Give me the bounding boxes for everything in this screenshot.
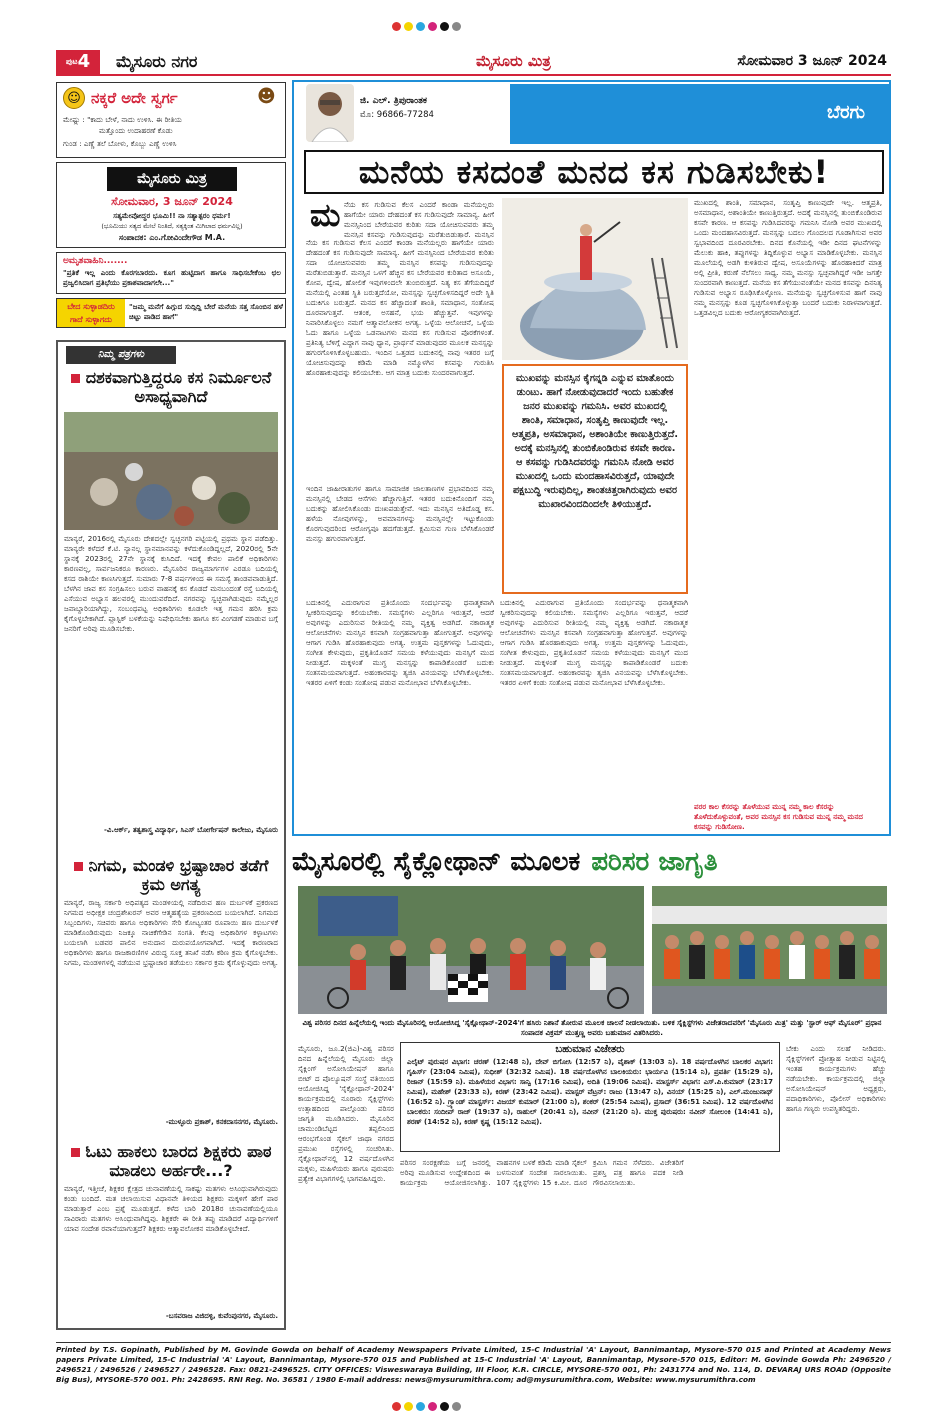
author-photo bbox=[306, 84, 354, 142]
letters-label: ನಿಮ್ಮ ಪತ್ರಗಳು bbox=[66, 346, 176, 364]
registration-dot bbox=[428, 1402, 437, 1411]
proverb-label-b: ಗಾದೆ ಸುಳ್ಳಾಗದು bbox=[70, 315, 112, 324]
letter2-signature: -ಮುಳ್ಳೂರು ಪ್ರಕಾಶ್, ಕನಕದಾಸನಗರ, ಮೈಸೂರು. bbox=[165, 1118, 278, 1126]
letter1-body: ಮಾನ್ಯರೆ, 2016ರಲ್ಲಿ ಮೈಸೂರು ದೇಶದಲ್ಲೇ ಸ್ವಚ್ಛನಗರಿ ಪಟ್ಟಿಯಲ್ಲಿ ಪ್ರಥಮ ಸ್ಥಾನ ಪಡೆದಿತ್ತು. ಮಾನ್ಯರೇ ಕಳೆದರೆ ಕೆ.ಟಿ. ನ್ಯಾನಲ್ಲ ಸ್ಥಾನಮಾನವನ್ನು ಕಳೆದುಕೊಂಡಿದ್ದಲ್ಲದೆ, 2020ರಲ್ಲಿ 5ನೇ ಸ್ಥಾನಕ್ಕೆ 2023ರಲ್ಲಿ 27ನೇ ಸ್ಥಾನಕ್ಕೆ ಕುಸಿದಿದೆ. ಇದಕ್ಕೆ ಕೇವಲ ಪಾಲಿಕೆ ಅಧಿಕಾರಿಗಳು ಕಾರಣವಲ್ಲ, ಸಾರ್ವಜನಿಕರೂ ಕಾರಣರು. ಮೈಸೂರಿನ ರಾಜ್ಯಮಾರ್ಗಗಳ ಎರಡೂ ಬದಿಯಲ್ಲಿ ಕಸದ ರಾಶಿಯೇ ಕಾಣಸಿಗುತ್ತದೆ. ಸುಮಾರು 7-8 ವರ್ಷಗಳಿಂದ ಈ ಸಮಸ್ಯೆ ತಾಂಡವವಾಡುತ್ತಿದೆ. ಬೆಳಗಿನ ಜಾವ ಕಸ ಸಂಗ್ರಹಿಸಲು ಬರುವ ವಾಹನಕ್ಕೆ ಕಸ ಕೊಡದೆ ಮನಬಂದಂತೆ ರಸ್ತೆ ಬದಿಯಲ್ಲಿ ಎಸೆಯುವ ಅಭ್ಯಾಸ ಹಲವರಲ್ಲಿ ಮುಂದುವರೆದಿದೆ. ನಗರವನ್ನು ಸ್ವಚ್ಛವಾಗಿಡುವುದು ನಮ್ಮೆಲ್ಲರ ಜವಾಬ್ದಾರಿಯಾಗಿದ್ದು, ಸಂಬಂಧಪಟ್ಟ ಅಧಿಕಾರಿಗಳು ಕೂಡಲೇ ಇತ್ತ ಗಮನ ಹರಿಸಿ ಕ್ರಮ ಕೈಗೊಳ್ಳಬೇಕಾಗಿದೆ. ಪ್ಲಾಸ್ಟಿಕ್ ಬಳಕೆಯನ್ನು ನಿಷೇಧಿಸಬೇಕು ಹಾಗೂ ಕಸ ವಿಂಗಡಣೆ ಮಾಡುವ ಬಗ್ಗೆ ಜನರಿಗೆ ಅರಿವು ಮೂಡಿಸಬೇಕು. bbox=[64, 534, 278, 633]
cyclothon-headline-a: ಮೈಸೂರಲ್ಲಿ ಸೈಕ್ಲೋಥಾನ್ ಮೂಲಕ bbox=[292, 847, 581, 877]
winners-text: ಎಲೈಟ್ ಪುರುಷರ ವಿಭಾಗ: ಚರಣ್ (12:48 ನಿ), ದೇವ್ ಬಿಗೋಸಿ (12:57 ನಿ), ವೈಶಾಕ್ (13:03 ನಿ). 18 ವರ್ಷದೊಳಗಿನ ಬಾಲಕರ ವಿಭಾಗ: ಗೃಹಿರ್ಸ್ (23:04 ನಿಮಿಷ), ಸುಧೀಶ್ (32:32 ನಿಮಿಷ). 18 ವರ್ಷದೊಳಗಿನ ಬಾಲಕಿಯರು: ಭಾರ್ಯವಿ (15:14 ನಿ), ಪ್ರವರ್ತಿ (15:29 ನಿ), ರಿಜಾನ್ (15:59 ನಿ). ಮಹಿಳೆಯರ ವಿಭಾಗ: ಸಾನ್ವಿ (17:16 ನಿಮಿಷ), ಅದಿತಿ (19:06 ನಿಮಿಷ). ಮಾಸ್ಟರ್ಸ್ ವಿಭಾಗ: ಎಸ್.ಪಿ.ಕುಮಾರ್ (23:17 ನಿಮಿಷ), ಮಹೇಶ್ (23:33 ನಿ), ಕಿರಣ್ (23:42 ನಿಮಿಷ). ಮಾಸ್ಟರ್ ವೆಟ್ರನ್: ರಾಜು (13:47 ನಿ), ವಿನಯ್ (15:25 ನಿ), ಎಲ್.ಮಂಜುನಾಥ್ (16:52 ನಿ). ಗ್ರ್ಯಾಂಡ್ ಮಾಸ್ಟರ್ಸ್: ವಿಜಯ್ ಕುಮಾರ್ (21:00 ನಿ), ಶಂಕರ್ (25:54 ನಿಮಿಷ), ಪ್ರಸಾದ್ (36:51 ನಿಮಿಷ). 12 ವರ್ಷದೊಳಗಿನ ಬಾಲಕರು: ಸಂದೀಪ್ ರಾಜ್ (19:37 ನಿ), ರಾಹುಲ್ (20:41 ನಿ), ನವೀನ್ (21:20 ನಿ). ಮುಕ್ತ ಪುರುಷರು: ನವೀನ್ ಸೋಲಂಕಿ (14:41 ನಿ), ಶರಣ್ (14:52 ನಿ), ಕಿರಣ್ ಕೃಷ್ಣ (15:12 ನಿಮಿಷ). bbox=[407, 1058, 773, 1126]
column-series-name: ಬೆರಗು bbox=[827, 102, 865, 123]
section-name: ಮೈಸೂರು ನಗರ bbox=[116, 52, 198, 71]
registration-dot bbox=[452, 22, 461, 31]
bullet-icon bbox=[71, 1148, 80, 1157]
left-column bbox=[56, 82, 286, 1332]
amrita-box bbox=[56, 252, 286, 294]
imprint-footer: Printed by T.S. Gopinath, Published by M. Govinde Gowda on behalf of Academy Newspapers Private Limited, 15-C Industrial 'A' Layout, Bannimantap, Mysore-570 015 and Printed at Academy News papers Private Limited, 15-C Industrial 'A' Layout, Bannimantap, Mysore-570 015 and Published at 15-C Industrial 'A' Layout, Bannimantap, Mysore-570 015, Editor: M. Govinde Gowda Ph: 2496520 / 2496521 / 2496526 / 2496527 / 2496528. Fax: 0821-2496525. CITY OFFICES: Visweswaraya Building, III Floor, K.R. CIRCLE, MYSORE-570 001, Ph: 2431774 and No. 114, D. DEVARAJ URS ROAD (Opposite Big Bus), MYSORE-570 001. Ph: 2428695. RNI Reg. No. 36581 / 1980 E-mail address: news@mysurumithra.com; ad@mysurumithra.com, Website: www.mysurumithra.com bbox=[56, 1342, 891, 1385]
letter1-signature: -ವಿ.ಆರ್ಕ್‌, ತತ್ವಶಾಸ್ತ್ರ ವಿದ್ಯಾರ್ಥಿ, ಸಿಎಸ್ ಬೋರ್ಗೇಷನ್ ಕಾಲೇಜು, ಮೈಸೂರು bbox=[104, 826, 278, 834]
letter3-title: ಓಟು ಹಾಕಲು ಬಾರದ ಶಿಕ್ಷಕರು ಪಾಠ ಮಾಡಲು ಅರ್ಹರೇ...? bbox=[64, 1142, 278, 1180]
cyclothon-photo-1 bbox=[298, 886, 644, 1014]
laugh-line: ಮೇಷ್ಟ್ರು : "ಕಾದು ಬೇಳೆ, ನಾದು ಉಳಿಸಿ. ಈ ರೀತಿಯ bbox=[63, 115, 183, 124]
registration-dot bbox=[392, 22, 401, 31]
cyclothon-photo-2 bbox=[652, 886, 887, 1014]
cyclothon-text-2: ಪರಿಸರ ಸಂರಕ್ಷಣೆಯ ಬಗ್ಗೆ ಜನರಲ್ಲಿ ಅರಿವು ಮೂಡಿಸುವ ಉದ್ದೇಶದಿಂದ ಈ ಕಾರ್ಯಕ್ರಮ ಆಯೋಜಿಸಲಾಗಿತ್ತು. ವಾಹನಗಳ ಬಳಕೆ ಕಡಿಮೆ ಮಾಡಿ ಸೈಕಲ್ ಬಳಸುವಂತೆ ಸಂದೇಶ ಸಾರಲಾಯಿತು. 107 ಸೈಕ್ಲಿಸ್ಟ್‌ಗಳು 15 ಕಿ.ಮೀ. ದೂರ ಕ್ರಮಿಸಿ ಗಮನ ಸೆಳೆದರು. ವಿಜೇತರಿಗೆ ಪ್ರಶಸ್ತಿ ಪತ್ರ ಹಾಗೂ ಪದಕ ನೀಡಿ ಗೌರವಿಸಲಾಯಿತು. bbox=[400, 1158, 684, 1187]
registration-dot bbox=[404, 1402, 413, 1411]
author-portrait-icon bbox=[306, 84, 354, 142]
column-series bbox=[510, 84, 889, 144]
registration-dot bbox=[452, 1402, 461, 1411]
laugh-line: ಗುಂಡ : ಎಣ್ಣೆ ತಲೆ ಬೋಳು, ಕೊಬ್ಬು ಎಣ್ಣೆ ಉಳಿಸಿ bbox=[63, 139, 177, 148]
page-date: ಸೋಮವಾರ 3 ಜೂನ್ 2024 bbox=[737, 53, 887, 69]
letter2-body: ಮಾನ್ಯರೆ, ರಾಜ್ಯ ಸರ್ಕಾರಿ ಅಧಿಪತ್ಯದ ಮಂಡಳಿಯಲ್ಲಿ ನಡೆದಿರುವ ಹಣ ದುರ್ಬಳಕೆ ಪ್ರಕರಣದ ನಿಗಮದ ಅಧೀಕ್ಷಕ ಚಂದ್ರಶೇಖರನ್ ಅವರ ಆತ್ಮಹತ್ಯೆಯ ಪ್ರಕರಣದಿಂದ ಬಯಲಾಗಿದೆ. ನಿಗಮದ ಸಿಬ್ಬಂದಿಗಳು, ಸಚಿವರು ಹಾಗೂ ಅಧಿಕಾರಿಗಳು ಸೇರಿ ಕೋಟ್ಯಂತರ ರೂಪಾಯಿ ಹಣ ದುರ್ಬಳಕೆ ಮಾಡಿಕೊಂಡಿರುವುದು ನಿಜಕ್ಕೂ ನಾಚಿಕೆಗೇಡಿನ ಸಂಗತಿ. ಕೆಲವು ಅಧಿಕಾರಿಗಳ ಕಳ್ಳಾಟಗಳು ಬಯಲಾಗಿ ಬಡವರ ಪಾಲಿನ ಅನುದಾನ ದುರುಪಯೋಗವಾಗಿದೆ. ಇದಕ್ಕೆ ಕಾರಣರಾದ ಅಧಿಕಾರಿಗಳು ಹಾಗೂ ರಾಜಕಾರಣಿಗಳ ವಿರುದ್ಧ ಸೂಕ್ತ ತನಿಖೆ ನಡೆಸಿ ಕಠಿಣ ಕ್ರಮ ಕೈಗೊಳ್ಳಬೇಕು. ನಿಗಮ, ಮಂಡಳಿಗಳಲ್ಲಿ ನಡೆಯುವ ಭ್ರಷ್ಟಾಚಾರ ತಡೆಯಲು ಸರ್ಕಾರ ಕ್ರಮ ಕೈಗೊಳ್ಳುವುದು ಅಗತ್ಯ. bbox=[64, 898, 278, 967]
page-header bbox=[56, 50, 891, 76]
masthead-small: ಮೈಸೂರು ಮಿತ್ರ bbox=[476, 52, 551, 70]
registration-dot bbox=[392, 1402, 401, 1411]
column-text-1b: ನೆಯ ಕಸ ಗುಡಿಸುವ ಕೆಲಸ ಎಂದರೆ ಕಾಂಡಾ ಮನೆಯಲ್ಲರು ಹಾಗೆಯೇ ಯಾರು ದೇಹದಂತೆ ಕಸ ಗುಡಿಸುವುದೇ ಸಾಮಾನ್ಯ. ಹೀಗೆ ಮನಸ್ಸಿನಿಂದ ಬೇರೆಯವರ ಕುರಿತು ಸದಾ ಯೋಚಿಸುವವರು ತಮ್ಮ ಮನಸ್ಸಿನ ಕಸವನ್ನು ಗುಡಿಸುವುದನ್ನು ಮರೆತುಬಿಡುತ್ತಾರೆ. ಮನಸ್ಸಿನ ಒಳಗೆ ಹೆಚ್ಚಿನ ಕಸ ಬೇರೆಯವರ ಕುರಿತಾದ ಅಸೂಯೆ, ಕೋಪ, ದ್ವೇಷ, ಹೋಲಿಕೆ ಇವುಗಳಿಂದಲೇ ತುಂಬಿರುತ್ತದೆ. ನಿತ್ಯ ಕಸ ತೆಗೆಯದಿದ್ದರೆ ಮನೆಯಲ್ಲಿ ಎಂತಹ ಸ್ಥಿತಿ ಬರುತ್ತದೆಯೋ, ಮನಸ್ಸನ್ನು ಸ್ವಚ್ಛಗೊಳಿಸದಿದ್ದರೆ ಅದೇ ಸ್ಥಿತಿ ಬದುಕಿಗೂ ಬರುತ್ತದೆ. ಮನದ ಕಸ ಹೆಚ್ಚಾದಂತೆ ಶಾಂತಿ, ಸಮಾಧಾನ, ಸಂತೋಷ ದೂರವಾಗುತ್ತವೆ. ಆತಂಕ, ಅಸಹನೆ, ಭಯ ಹೆಚ್ಚುತ್ತವೆ. ಇವುಗಳನ್ನು ನಿವಾರಿಸಿಕೊಳ್ಳಲು ನಮಗೆ ಆತ್ಮಾವಲೋಕನ ಅಗತ್ಯ. ಒಳ್ಳೆಯ ಆಲೋಚನೆ, ಒಳ್ಳೆಯ ಓದು ಹಾಗೂ ಒಳ್ಳೆಯ ಒಡನಾಟಗಳು ಮನದ ಕಸ ಗುಡಿಸುವ ಪೊರಕೆಗಳಂತೆ. ಪ್ರತಿನಿತ್ಯ ಬೆಳಿಗ್ಗೆ ಎದ್ದಾಗ ನಾವು ಧ್ಯಾನ, ಪ್ರಾರ್ಥನೆ ಮಾಡುವುದರ ಮೂಲಕ ಮನಸ್ಸನ್ನು ಹಗುರಗೊಳಿಸಿಕೊಳ್ಳಬಹುದು. ಇಂದಿನ ಒತ್ತಡದ ಬದುಕಿನಲ್ಲಿ ನಾವು ಇತರರ ಬಗ್ಗೆ ಯೋಚಿಸುವುದನ್ನು ಕಡಿಮೆ ಮಾಡಿ ನಮ್ಮೊಳಗಿನ ಕಸವನ್ನು ಗುರುತಿಸಿ ಹೊರಹಾಕುವುದನ್ನು ಕಲಿಯಬೇಕು. ಆಗ ಮಾತ್ರ ಬದುಕು ಸುಂದರವಾಗುತ್ತದೆ. bbox=[306, 238, 494, 377]
column-text-2b: ಬದುಕಿನಲ್ಲಿ ಎದುರಾಗುವ ಪ್ರತಿಯೊಂದು ಸಂದರ್ಭವನ್ನು ಧನಾತ್ಮಕವಾಗಿ ಸ್ವೀಕರಿಸುವುದನ್ನು ಕಲಿಯಬೇಕು. ಸಮಸ್ಯೆಗಳು ಎಲ್ಲರಿಗೂ ಇರುತ್ತವೆ, ಆದರೆ ಅವುಗಳನ್ನು ಎದುರಿಸುವ ರೀತಿಯಲ್ಲಿ ನಮ್ಮ ವ್ಯಕ್ತಿತ್ವ ಅಡಗಿದೆ. ನಕಾರಾತ್ಮಕ ಆಲೋಚನೆಗಳು ಮನಸ್ಸಿನ ಕಸವಾಗಿ ಸಂಗ್ರಹವಾಗುತ್ತಾ ಹೋಗುತ್ತವೆ. ಅವುಗಳನ್ನು ಆಗಾಗ ಗುಡಿಸಿ ಹೊರಹಾಕುವುದು ಅಗತ್ಯ. ಉತ್ತಮ ಪುಸ್ತಕಗಳನ್ನು ಓದುವುದು, ಸಂಗೀತ ಕೇಳುವುದು, ಪ್ರಕೃತಿಯೊಡನೆ ಸಮಯ ಕಳೆಯುವುದು ಮನಸ್ಸಿಗೆ ಮುದ ನೀಡುತ್ತದೆ. ಮಕ್ಕಳಂತೆ ಮುಗ್ಧ ಮನಸ್ಸನ್ನು ಕಾಪಾಡಿಕೊಂಡರೆ ಬದುಕು ಸಂತಸಮಯವಾಗುತ್ತದೆ. ಅಹಂಕಾರವನ್ನು ತ್ಯಜಿಸಿ ವಿನಯವನ್ನು ಬೆಳೆಸಿಕೊಳ್ಳಬೇಕು. ಇತರರ ಏಳಿಗೆ ಕಂಡು ಸಂತೋಷ ಪಡುವ ಮನೋಭಾವ ಬೆಳೆಸಿಕೊಳ್ಳಬೇಕು. bbox=[306, 598, 494, 687]
registration-dot bbox=[416, 22, 425, 31]
print-marks-top bbox=[0, 20, 945, 32]
cyclists-flagoff-photo-icon bbox=[298, 886, 644, 1014]
registration-dot bbox=[440, 22, 449, 31]
column-text-2c: ಬದುಕಿನಲ್ಲಿ ಎದುರಾಗುವ ಪ್ರತಿಯೊಂದು ಸಂದರ್ಭವನ್ನು ಧನಾತ್ಮಕವಾಗಿ ಸ್ವೀಕರಿಸುವುದನ್ನು ಕಲಿಯಬೇಕು. ಸಮಸ್ಯೆಗಳು ಎಲ್ಲರಿಗೂ ಇರುತ್ತವೆ, ಆದರೆ ಅವುಗಳನ್ನು ಎದುರಿಸುವ ರೀತಿಯಲ್ಲಿ ನಮ್ಮ ವ್ಯಕ್ತಿತ್ವ ಅಡಗಿದೆ. ನಕಾರಾತ್ಮಕ ಆಲೋಚನೆಗಳು ಮನಸ್ಸಿನ ಕಸವಾಗಿ ಸಂಗ್ರಹವಾಗುತ್ತಾ ಹೋಗುತ್ತವೆ. ಅವುಗಳನ್ನು ಆಗಾಗ ಗುಡಿಸಿ ಹೊರಹಾಕುವುದು ಅಗತ್ಯ. ಉತ್ತಮ ಪುಸ್ತಕಗಳನ್ನು ಓದುವುದು, ಸಂಗೀತ ಕೇಳುವುದು, ಪ್ರಕೃತಿಯೊಡನೆ ಸಮಯ ಕಳೆಯುವುದು ಮನಸ್ಸಿಗೆ ಮುದ ನೀಡುತ್ತದೆ. ಮಕ್ಕಳಂತೆ ಮುಗ್ಧ ಮನಸ್ಸನ್ನು ಕಾಪಾಡಿಕೊಂಡರೆ ಬದುಕು ಸಂತಸಮಯವಾಗುತ್ತದೆ. ಅಹಂಕಾರವನ್ನು ತ್ಯಜಿಸಿ ವಿನಯವನ್ನು ಬೆಳೆಸಿಕೊಳ್ಳಬೇಕು. ಇತರರ ಏಳಿಗೆ ಕಂಡು ಸಂತೋಷ ಪಡುವ ಮನೋಭಾವ ಬೆಳೆಸಿಕೊಳ್ಳಬೇಕು. bbox=[500, 598, 688, 687]
masthead-box bbox=[56, 162, 286, 248]
registration-dot bbox=[404, 22, 413, 31]
letters-column bbox=[56, 340, 286, 1330]
laugh-title: ನಕ್ಕರೆ ಅದೇ ಸ್ವರ್ಗ bbox=[91, 89, 178, 107]
column-header bbox=[294, 82, 889, 146]
proverb-box bbox=[56, 298, 286, 328]
amrita-title: ಅಮೃತವಾಹಿನಿ....... bbox=[63, 256, 128, 266]
letter1-title: ದಶಕವಾಗುತ್ತಿದ್ದರೂ ಕಸ ನಿರ್ಮೂಲನೆ ಅಸಾಧ್ಯವಾಗಿದೆ bbox=[64, 368, 278, 406]
bullet-icon bbox=[74, 862, 83, 871]
cyclothon-text-3: ಬೇಕು ಎಂದು ಸಲಹೆ ನೀಡಿದರು. ಸೈಕ್ಲಿಸ್ಟ್‌ಗಳಿಗೆ ಪ್ರೋತ್ಸಾಹ ನೀಡುವ ನಿಟ್ಟಿನಲ್ಲಿ ಇಂತಹ ಕಾರ್ಯಕ್ರಮಗಳು ಹೆಚ್ಚು ನಡೆಯಬೇಕು. ಕಾರ್ಯಕ್ರಮದಲ್ಲಿ ಜಿಲ್ಲಾ ಅಸೋಸಿಯೇಷನ್ ಅಧ್ಯಕ್ಷರು, ಪದಾಧಿಕಾರಿಗಳು, ಪೊಲೀಸ್ ಅಧಿಕಾರಿಗಳು ಹಾಗೂ ಗಣ್ಯರು ಉಪಸ್ಥಿತರಿದ್ದರು. bbox=[786, 1044, 886, 1113]
cyclists-group-photo-icon bbox=[652, 886, 887, 1014]
winners-title: ಬಹುಮಾನ ವಿಜೇತರು bbox=[555, 1044, 625, 1055]
column-title bbox=[304, 150, 884, 194]
laughing-figure-icon: ☻ bbox=[257, 86, 276, 107]
amrita-text: "ಪ್ರತಿಕೆ ಇಲ್ಲ ಎಂದು ಕೊರಗಬಾರದು. ಕೂಗ ಹುಟ್ಟಿದಾಗ ಹಾಗೂ ಸಾಧಿಸಬೇಕೆಂಬ ಛಲ ಪ್ರಜ್ವಲಿಸಿದಾಗ ಪ್ರತಿಭೆಯು ಪ್ರಕಾಶವಾದಾಗಲೇ..." bbox=[63, 268, 281, 287]
registration-dot bbox=[428, 22, 437, 31]
cyclothon-text-1: ಮೈಸೂರು, ಜೂ.2(ಜಿಎ)-ವಿಶ್ವ ಪರಿಸರ ದಿನದ ಹಿನ್ನೆಲೆಯಲ್ಲಿ ಮೈಸೂರು ಜಿಲ್ಲಾ ಸೈಕ್ಲಿಂಗ್ ಅಸೋಸಿಯೇಷನ್ ಹಾಗೂ ಬೀಟ್ ದ ಪೊಲ್ಯೂಷನ್ ಸಂಸ್ಥೆ ವತಿಯಿಂದ ಆಯೋಜಿಸಿದ್ದ 'ಸೈಕ್ಲೋಥಾನ್-2024' ಕಾರ್ಯಕ್ರಮದಲ್ಲಿ ನೂರಾರು ಸೈಕ್ಲಿಸ್ಟ್‌ಗಳು ಉತ್ಸಾಹದಿಂದ ಪಾಲ್ಗೊಂಡು ಪರಿಸರ ಜಾಗೃತಿ ಮೂಡಿಸಿದರು. ಮೈಸೂರಿನ ಚಾಮುಂಡಿಬೆಟ್ಟದ ತಪ್ಪಲಿನಿಂದ ಆರಂಭಗೊಂಡ ಸೈಕಲ್ ಜಾಥಾ ನಗರದ ಪ್ರಮುಖ ರಸ್ತೆಗಳಲ್ಲಿ ಸಂಚರಿಸಿತು. ಸೈಕ್ಲೋಥಾನ್‌ನಲ್ಲಿ 12 ವರ್ಷದೊಳಗಿನ ಮಕ್ಕಳು, ಮಹಿಳೆಯರು ಹಾಗೂ ಪುರುಷರು ಪ್ರತ್ಯೇಕ ವಿಭಾಗಗಳಲ್ಲಿ ಭಾಗವಹಿಸಿದ್ದರು. bbox=[298, 1044, 394, 1183]
dropcap: ಮ bbox=[310, 196, 341, 234]
page-number: $^{ಪುಟ}$4 bbox=[56, 50, 100, 74]
proverb-text: "ಜಮ್ಮ ಮನೆಗೆ ಹಿಗ್ಗುದ ಸುದ್ಗಿದ್ದಿ ಬೇರೆ ಮನೆಯ ಸತ್ತ ಸೊಂಬಿನ ಹಳೆ ಚಿಟ್ಟು ಪಾಡಿದ ಹಾಗೆ" bbox=[129, 302, 283, 321]
column-text-1: ನೆಯ ಕಸ ಗುಡಿಸುವ ಕೆಲಸ ಎಂದರೆ ಕಾಂಡಾ ಮನೆಯಲ್ಲರು ಹಾಗೆಯೇ ಯಾರು ದೇಹದಂತೆ ಕಸ ಗುಡಿಸುವುದೇ ಸಾಮಾನ್ಯ. ಹೀಗೆ ಮನಸ್ಸಿನಿಂದ ಬೇರೆಯವರ ಕುರಿತು ಸದಾ ಯೋಚಿಸುವವರು ತಮ್ಮ ಮನಸ್ಸಿನ ಕಸವನ್ನು ಗುಡಿಸುವುದನ್ನು ಮರೆತುಬಿಡುತ್ತಾರೆ. ಮನಸ್ಸಿನ bbox=[344, 200, 494, 238]
masthead-motto-meaning: (ಭೂಮಿಯು ಸತ್ಯದ ಮೇಲೆ ನಿಂತಿದೆ, ಸತ್ಯಕ್ಕಿಂತ ಮಿಗಿಲಾದ ಧರ್ಮವಿಲ್ಲ) bbox=[101, 222, 243, 230]
winners-box bbox=[400, 1042, 780, 1152]
column-text-3: ಮುಖದಲ್ಲಿ ಶಾಂತಿ, ಸಮಾಧಾನ, ಸಂತೃಪ್ತಿ ಕಾಣುವುದೇ ಇಲ್ಲ. ಆತ್ಮಪ್ರತಿ, ಅಸಮಾಧಾನ, ಅಶಾಂತಿಯೇ ಕಾಣುತ್ತಿರುತ್ತದೆ. ಅದಕ್ಕೆ ಮನಸ್ಸಿನಲ್ಲಿ ತುಂಬಿಕೊಂಡಿರುವ ಕಸವೇ ಕಾರಣ. ಆ ಕಸವನ್ನು ಗುಡಿಸಿದವರನ್ನು ಗಮನಿಸಿ ನೋಡಿ ಅವರ ಮುಖದಲ್ಲಿ ಒಂದು ಮಂದಹಾಸವಿರುತ್ತದೆ. ಮನಸ್ಸನ್ನು ಬದಲು ಗೊಂದಲದ ಗೂಡಾಗಿಸುವ ಅವರ ಸ್ವಭಾವದಿಂದ ದೂರವಿರಬೇಕು. ದಿನದ ಕೊನೆಯಲ್ಲಿ ಇಡೀ ದಿನದ ಘಟನೆಗಳನ್ನು ಮೆಲುಕು ಹಾಕಿ, ತಪ್ಪುಗಳನ್ನು ತಿದ್ದಿಕೊಳ್ಳುವ ಅಭ್ಯಾಸ ಮಾಡಿಕೊಳ್ಳಬೇಕು. ಮನಸ್ಸಿನ ಮೂಲೆಯಲ್ಲಿ ಅಡಗಿ ಕುಳಿತಿರುವ ದ್ವೇಷ, ಅಸೂಯೆಗಳನ್ನು ಹೊರಹಾಕಿದರೆ ಮಾತ್ರ ಅಲ್ಲಿ ಪ್ರೀತಿ, ಕರುಣೆ ನೆಲೆಸಲು ಸಾಧ್ಯ. ನಮ್ಮ ಮನಸ್ಸು ಸ್ವಚ್ಛವಾಗಿದ್ದರೆ ಇಡೀ ಜಗತ್ತೇ ಸುಂದರವಾಗಿ ಕಾಣುತ್ತದೆ. ಮನೆಯ ಕಸ ತೆಗೆಯುವಂತೆಯೇ ಮನದ ಕಸವನ್ನು ದಿನನಿತ್ಯ ಗುಡಿಸುವ ಅಭ್ಯಾಸ ರೂಢಿಸಿಕೊಳ್ಳೋಣ. ಮನೆಯನ್ನು ಸ್ವಚ್ಛಗೊಳಿಸುವ ಹಾಗೆ ನಾವು ನಮ್ಮ ಮನಸ್ಸನ್ನು ಕೂಡ ಸ್ವಚ್ಛಗೊಳಿಸಿಕೊಳ್ಳುತ್ತಾ ಬಂದರೆ ಬದುಕು ನಿರಾಳವಾಗುತ್ತದೆ. ಒತ್ತಡವಿಲ್ಲದ ಬದುಕು ಆರೋಗ್ಯಕರವಾಗಿರುತ್ತದೆ. bbox=[694, 198, 882, 317]
bullet-icon bbox=[71, 374, 80, 383]
illustration bbox=[502, 198, 688, 360]
letter2-title: ನಿಗಮ, ಮಂಡಳಿ ಭ್ರಷ್ಟಾಚಾರ ತಡೆಗೆ ಕ್ರಮ ಅಗತ್ಯ bbox=[64, 856, 278, 894]
author-mobile: ಮೊ: 96866-77284 bbox=[360, 110, 434, 120]
garbage-photo bbox=[64, 412, 278, 530]
closing-line: ಪರರ ಕಾಲ ಕೆಸರನ್ನು ತೊಳೆಯುವ ಮುನ್ನ ನಮ್ಮ ಕಾಲ ಕೆಸರನ್ನು ತೊಳೆದುಕೊಳ್ಳುವಂತೆ, ಅವರ ಮನಸ್ಸಿನ ಕಸ ಗುಡಿಸುವ ಮುನ್ನ ನಮ್ಮ ಮನದ ಕಸವನ್ನು ಗುಡಿಸೋಣ. bbox=[694, 802, 864, 831]
print-marks-bottom bbox=[0, 1400, 945, 1412]
head-cleaning-illustration-icon bbox=[502, 198, 688, 360]
proverb-label-a: ಬೇದ ಸುಳ್ಳಾಡದಿರು bbox=[67, 302, 115, 311]
author-name: ಜಿ. ಎಲ್. ತ್ರಿಪುರಾಂತಕ bbox=[360, 96, 427, 106]
proverb-label bbox=[57, 299, 125, 327]
pull-quote: ಮುಖವನ್ನು ಮನಸ್ಸಿನ ಕೈಗನ್ನಡಿ ಎನ್ನುವ ಮಾತೊಂದು ಡುಂಟು. ಹಾಗೆ ನೋಡುವುದಾದರೆ ಇಂದು ಬಹುತೇಕ ಜನರ ಮುಖವನ್ನು ಗಮನಿಸಿ. ಅವರ ಮುಖದಲ್ಲಿ ಶಾಂತಿ, ಸಮಾಧಾನ, ಸಂತೃಪ್ತಿ ಕಾಣುವುದೇ ಇಲ್ಲ. ಆತ್ಮಪ್ರತಿ, ಅಸಮಾಧಾನ, ಅಶಾಂತಿಯೇ ಕಾಣುತ್ತಿರುತ್ತದೆ. ಅದಕ್ಕೆ ಮನಸ್ಸಿನಲ್ಲಿ ತುಂಬಿಕೊಂಡಿರುವ ಕಸವೇ ಕಾರಣ. ಆ ಕಸವನ್ನು ಗುಡಿಸಿದವರನ್ನು ಗಮನಿಸಿ ನೋಡಿ ಅವರ ಮುಖದಲ್ಲಿ ಒಂದು ಮಂದಹಾಸವಿರುತ್ತದೆ, ಯಾವುದೇ ಪಕ್ಷಬುದ್ಧಿ ಇರುವುದಿಲ್ಲ, ಶಾಂತಚಿತ್ತರಾಗಿರುವುದು ಅವರ ಮುಖಾರವಿಂದದಿಂದಲೇ ತಿಳಿಯುತ್ತದೆ. bbox=[502, 364, 688, 594]
masthead-date: ಸೋಮವಾರ, 3 ಜೂನ್ 2024 bbox=[111, 195, 233, 208]
laugh-box bbox=[56, 82, 286, 158]
column-article bbox=[292, 80, 891, 836]
column-text-2: ಇಂದಿನ ಜಾಹೀರಾತುಗಳ ಹಾಗೂ ಸಾಮಾಜಿಕ ಜಾಲತಾಣಗಳ ಪ್ರಭಾವದಿಂದ ನಮ್ಮ ಮನಸ್ಸಿನಲ್ಲಿ ಬೇಡದ ಆಸೆಗಳು ಹೆಚ್ಚಾಗುತ್ತಿವೆ. ಇತರರ ಬದುಕಿನೊಂದಿಗೆ ನಮ್ಮ ಬದುಕನ್ನು ಹೋಲಿಸಿಕೊಂಡು ದುಃಖಪಡುತ್ತೇವೆ. ಇದು ಮನಸ್ಸಿನ ಅತಿದೊಡ್ಡ ಕಸ. ಹಳೆಯ ನೋವುಗಳನ್ನು, ಅವಮಾನಗಳನ್ನು ಮನಸ್ಸಿನಲ್ಲೇ ಇಟ್ಟುಕೊಂಡು ಕೊರಗುವುದರಿಂದ ಆರೋಗ್ಯವೂ ಹದಗೆಡುತ್ತದೆ. ಕ್ಷಮಿಸುವ ಗುಣ ಬೆಳೆಸಿಕೊಂಡರೆ ಮನಸ್ಸು ಹಗುರವಾಗುತ್ತದೆ. bbox=[306, 484, 494, 543]
garbage-scene-icon bbox=[64, 412, 278, 530]
letter3-body: ಮಾನ್ಯರೆ, ಇತ್ತೀಚೆ, ಶಿಕ್ಷಕರ ಕ್ಷೇತ್ರದ ಚುನಾವಣೆಯಲ್ಲಿ ಸಾಕಷ್ಟು ಮತಗಳು ಅಸಿಂಧುವಾಗಿರುವುದು ಕಂಡು ಬಂದಿದೆ. ಮತ ಚಲಾಯಿಸುವ ವಿಧಾನವೇ ತಿಳಿಯದ ಶಿಕ್ಷಕರು ಮಕ್ಕಳಿಗೆ ಹೇಗೆ ಪಾಠ ಮಾಡುತ್ತಾರೆ ಎಂಬ ಪ್ರಶ್ನೆ ಮೂಡುತ್ತದೆ. ಕಳೆದ ಬಾರಿ 2018ರ ಚುನಾವಣೆಯಲ್ಲಿಯೂ ಸಾವಿರಾರು ಮತಗಳು ಅಸಿಂಧುವಾಗಿದ್ದವು. ಶಿಕ್ಷಕರೇ ಈ ರೀತಿ ತಪ್ಪು ಮಾಡಿದರೆ ವಿದ್ಯಾರ್ಥಿಗಳಿಗೆ ಯಾವ ಸಂದೇಶ ರವಾನೆಯಾಗುತ್ತದೆ? ಶಿಕ್ಷಕರು ಆತ್ಮಾವಲೋಕನ ಮಾಡಿಕೊಳ್ಳಬೇಕಿದೆ. bbox=[64, 1184, 278, 1233]
cyclothon-caption: ವಿಶ್ವ ಪರಿಸರ ದಿನದ ಹಿನ್ನೆಲೆಯಲ್ಲಿ ಇಂದು ಮೈಸೂರಿನಲ್ಲಿ ಆಯೋಜಿಸಿದ್ದ 'ಸೈಕ್ಲೋಥಾನ್-2024'ಗೆ ಹಸಿರು ನಿಶಾನೆ ತೋರುವ ಮೂಲಕ ಚಾಲನೆ ನೀಡಲಾಯಿತು. ಬಳಿಕ ಸೈಕ್ಲಿಸ್ಟ್‌ಗಳು ವಿಜೇತರಾದವರಿಗೆ 'ಮೈಸೂರು ಮಿತ್ರ' ಮತ್ತು 'ಸ್ಟಾರ್ ಆಫ್ ಮೈಸೂರ್' ಪ್ರಧಾನ ಸಂಪಾದಕ ವಿಕ್ರಮ್ ಮುತ್ತಣ್ಣ ಅವರು ಬಹುಮಾನ ವಿತರಿಸಿದರು. bbox=[302, 1018, 882, 1037]
registration-dot bbox=[416, 1402, 425, 1411]
laughing-face-icon: ☺ bbox=[63, 87, 85, 109]
cyclothon-headline-b: ಪರಿಸರ ಜಾಗೃತಿ bbox=[591, 847, 718, 877]
letter3-signature: -ಬಸವರಾಜ ವಿಜಿದಳ್ಳಿ, ಕುವೆಂಪುನಗರ, ಮೈಸೂರು. bbox=[165, 1312, 278, 1320]
masthead-motto: ಸತ್ಯಮೇವೋದ್ಧರ ಭೂಮಿ!! ನಾ ಸತ್ಯಾತ್ಪರಂ ಧರ್ಮ! bbox=[113, 211, 231, 220]
masthead-editor: ಸಂಪಾದಕ: ಎಂ.ಗೋವಿಂದೇಗೌಡ M.A. bbox=[118, 233, 226, 242]
cyclothon-story bbox=[292, 842, 891, 1332]
registration-dot bbox=[440, 1402, 449, 1411]
masthead-logo: ಮೈಸೂರು ಮಿತ್ರ bbox=[107, 167, 237, 191]
column-title-text: ಮನೆಯ ಕಸದಂತೆ ಮನದ ಕಸ ಗುಡಿಸಬೇಕು! bbox=[358, 153, 830, 191]
cyclothon-headline bbox=[292, 842, 891, 882]
laugh-line: ಮತ್ತೊಂದು ಉದಾಹರಣೆ ಕೊಡು bbox=[99, 126, 173, 135]
